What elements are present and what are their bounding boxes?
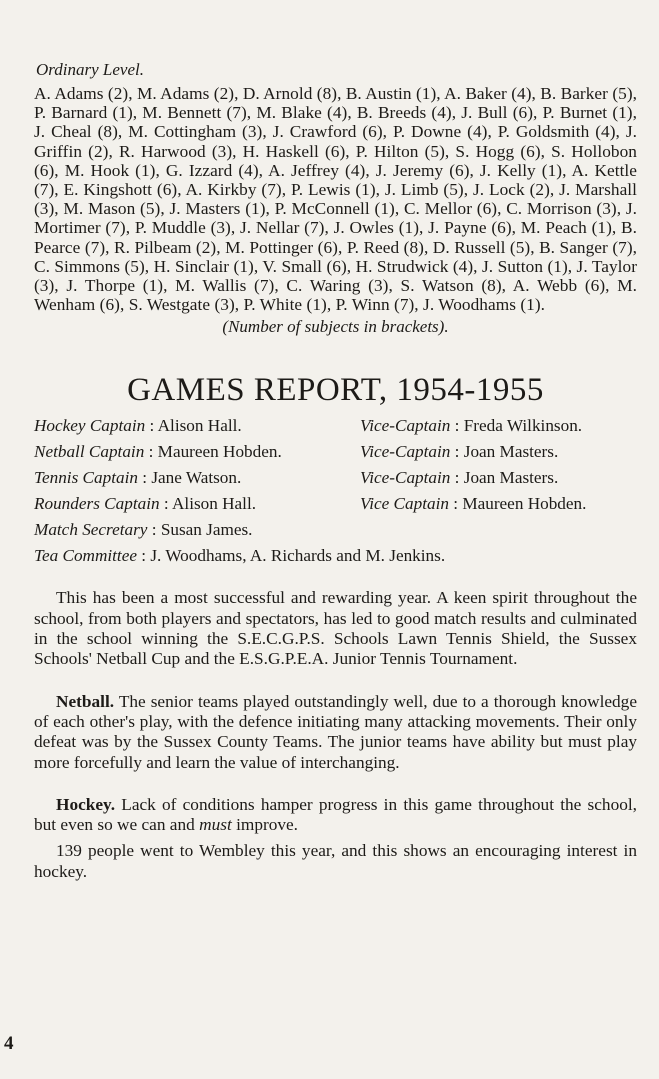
role-value: Joan Masters. bbox=[463, 468, 559, 488]
role-value: Maureen Hobden. bbox=[157, 442, 282, 462]
role-value: Susan James. bbox=[160, 520, 253, 540]
role-hockey-vice-captain: Vice-Captain : Freda Wilkinson. bbox=[360, 416, 583, 436]
role-label: Netball Captain bbox=[34, 442, 145, 462]
games-report-title: GAMES REPORT, 1954-1955 bbox=[127, 372, 544, 409]
role-tea-committee: Tea Committee : J. Woodhams, A. Richards and M. Jenkins. bbox=[34, 546, 446, 566]
role-label: Vice-Captain bbox=[360, 442, 451, 462]
role-label: Rounders Captain bbox=[34, 494, 160, 514]
role-value: Alison Hall. bbox=[157, 416, 242, 436]
role-rounders-captain: Rounders Captain : Alison Hall. bbox=[34, 494, 257, 514]
bracket-note bbox=[34, 316, 637, 338]
netball-text: The senior teams played outstandingly well, due to a thorough knowledge of each other's play, with the defence initiating many attacking movements. Their only defeat was by the Sussex County Teams. The junior teams have ability but must play more forcefully and learn the value of interchanging. bbox=[34, 691, 637, 772]
role-rounders-vice-captain: Vice Captain : Maureen Hobden. bbox=[360, 494, 587, 514]
role-value: Joan Masters. bbox=[463, 442, 559, 462]
role-tennis-vice-captain: Vice-Captain : Joan Masters. bbox=[360, 468, 559, 488]
document-page bbox=[34, 58, 637, 882]
role-label: Vice-Captain bbox=[360, 416, 451, 436]
role-value: Maureen Hobden. bbox=[462, 494, 587, 514]
role-tennis-captain: Tennis Captain : Jane Watson. bbox=[34, 468, 242, 488]
page-number: 4 bbox=[4, 1033, 14, 1054]
role-value: Freda Wilkinson. bbox=[463, 416, 583, 436]
bracket-note-text: (Number of subjects in brackets). bbox=[222, 317, 449, 337]
netball-heading: Netball. bbox=[56, 691, 115, 711]
role-label: Tennis Captain bbox=[34, 468, 138, 488]
hockey-paragraph: Hockey. Lack of conditions hamper progress in this game throughout the school, but even so we can and must improve. bbox=[34, 794, 637, 835]
ordinary-level-names: A. Adams (2), M. Adams (2), D. Arnold (8), B. Austin (1), A. Baker (4), B. Barker (5), P. Barnard (1), M. Bennett (7), M. Blake (4), B. Breeds (4), J. Bull (6), P. Burnet (1), J. Cheal (8), M. Cottingham (3), J. Crawford (6), P. Downe (4), P. Goldsmith (4), J. Griffin (2), R. Harwood (3), H. Haskell (6), P. Hilton (5), S. Hogg (6), S. Hollobon (6), M. Hook (1), G. Izzard (4), A. Jeffrey (4), J. Jeremy (6), J. Kelly (1), A. Kettle (7), E. Kingshott (6), A. Kirkby (7), P. Lewis (1), J. Limb (5), J. Lock (2), J. Marshall (3), M. Mason (5), J. Masters (1), P. McConnell (1), C. Mellor (6), C. Morrison (3), J. Mortimer (7), P. Muddle (3), J. Nellar (7), J. Owles (1), J. Payne (6), M. Peach (1), B. Pearce (7), R. Pilbeam (2), M. Pottinger (6), P. Reed (8), D. Russell (5), B. Sanger (7), C. Simmons (5), H. Sinclair (1), V. Small (6), H. Strudwick (4), J. Sutton (1), J. Taylor (3), J. Thorpe (1), M. Wallis (7), C. Waring (3), S. Watson (8), A. Webb (6), M. Wenham (6), S. Westgate (3), P. White (1), P. Winn (7), J. Woodhams (1). bbox=[34, 84, 637, 315]
role-label: Match Secretary bbox=[34, 520, 148, 540]
role-match-secretary: Match Secretary : Susan James. bbox=[34, 520, 253, 540]
role-label: Tea Committee bbox=[34, 546, 137, 566]
role-hockey-captain: Hockey Captain : Alison Hall. bbox=[34, 416, 242, 436]
intro-paragraph: This has been a most successful and rewarding year. A keen spirit throughout the school, from both players and spectators, has led to good match results and culminated in the school winning the S.E.C.G.P.S. Schools Lawn Tennis Shield, the Sussex Schools' Netball Cup and the E.S.G.P.E.A. Junior Tennis Tournament. bbox=[34, 588, 637, 669]
wembley-paragraph: 139 people went to Wembley this year, and this shows an encouraging interest in hockey. bbox=[34, 841, 637, 881]
hockey-heading: Hockey. bbox=[56, 794, 116, 814]
ordinary-level-label: Ordinary Level. bbox=[36, 60, 144, 79]
role-value: Jane Watson. bbox=[151, 468, 242, 488]
role-netball-vice-captain: Vice-Captain : Joan Masters. bbox=[360, 442, 559, 462]
role-label: Vice-Captain bbox=[360, 468, 451, 488]
role-label: Hockey Captain bbox=[34, 416, 146, 436]
role-netball-captain: Netball Captain : Maureen Hobden. bbox=[34, 442, 282, 462]
netball-paragraph bbox=[34, 692, 637, 773]
role-value: Alison Hall. bbox=[172, 494, 257, 514]
games-roles bbox=[34, 416, 637, 576]
hockey-emphasis: must bbox=[199, 815, 232, 835]
role-value: J. Woodhams, A. Richards and M. Jenkins. bbox=[150, 546, 446, 566]
role-label: Vice Captain bbox=[360, 494, 449, 514]
